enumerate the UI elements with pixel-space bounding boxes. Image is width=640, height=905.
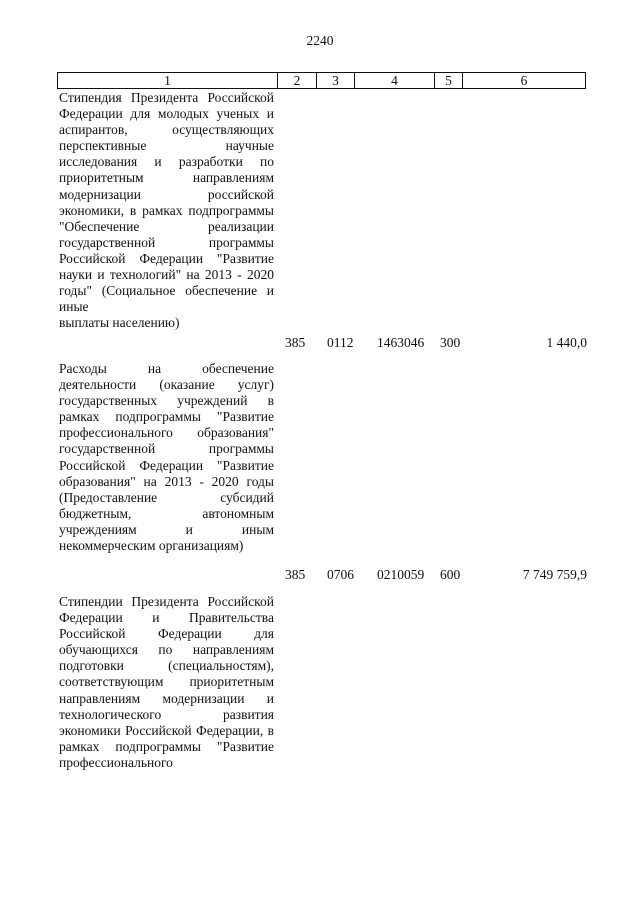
row-description: [59, 361, 274, 554]
table-row: [59, 90, 590, 352]
row-description-text: Стипендии Президента Российской Федерации и Правительства Российской Федерации для обучающихся по направлениям подготовки (специальностям), соответствующим приоритетным направлениям модернизации и технологического развития экономики Российской Федерации, в рамках подпрограммы "Развитие: [59, 594, 274, 754]
row-amount: 1 440,0: [546, 335, 587, 350]
row-expense-type: 600: [440, 567, 461, 582]
row-amount: 7 749 759,9: [522, 567, 587, 582]
row-description: [59, 594, 274, 771]
row-description-last-line: некоммерческим организациям): [59, 538, 244, 554]
table-row: [59, 361, 590, 586]
column-header-3: 3: [317, 73, 355, 88]
column-header-2: 2: [278, 73, 317, 88]
row-description-last-line: выплаты населению): [59, 315, 180, 331]
row-description: [59, 90, 274, 331]
row-description-text: Стипендия Президента Российской Федерации для молодых ученых и аспирантов, осуществляющих перспективные научные исследования и разработки по приоритетным направлениям модернизации российской экономики, в рамках подпрограммы "Обеспечение реализации государственной программы Российской Федерации "Развитие науки и технологий" на 2013 - 2020 годы" (Социальное обеспечение и иные: [59, 90, 274, 315]
row-admin-code: 385: [285, 335, 306, 350]
row-target-code: 1463046: [377, 335, 425, 350]
row-description-last-line: профессионального: [59, 754, 173, 770]
table-header: [57, 72, 586, 89]
row-section-code: 0112: [327, 335, 354, 350]
row-admin-code: 385: [285, 567, 306, 582]
column-header-4: 4: [355, 73, 435, 88]
row-section-code: 0706: [327, 567, 354, 582]
row-target-code: 0210059: [377, 567, 425, 582]
row-description-text: Расходы на обеспечение деятельности (оказание услуг) государственных учреждений в рамках подпрограммы "Развитие профессионального образования" государственной программы Российской Федерации "Развитие образования" на 2013 - 2020 годы (Предоставление субсидий бюджетным, автономным учреждениям и иным: [59, 361, 274, 537]
row-expense-type: 300: [440, 335, 461, 350]
table-row: [59, 594, 590, 824]
column-header-1: 1: [58, 73, 278, 88]
page-number: 2240: [306, 33, 334, 48]
column-header-5: 5: [435, 73, 463, 88]
column-header-6: 6: [520, 73, 528, 88]
